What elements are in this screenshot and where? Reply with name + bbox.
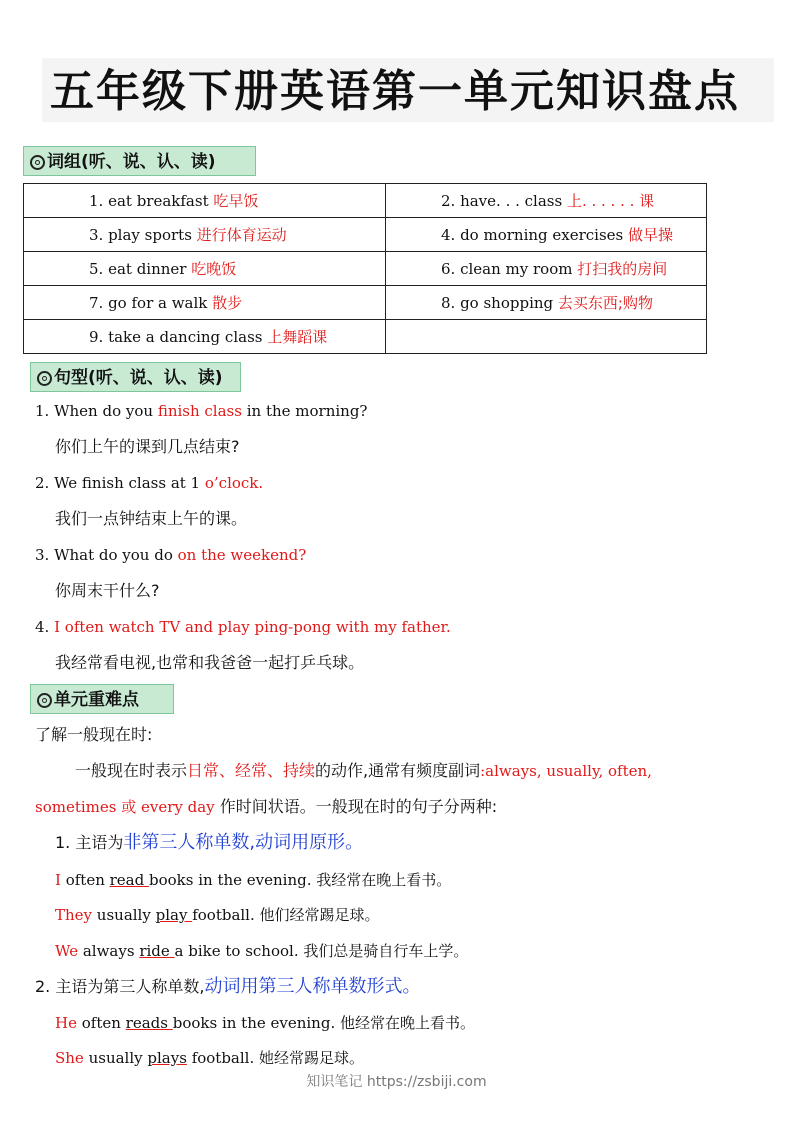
sentence-cn: 我们一点钟结束上午的课。 — [55, 509, 248, 528]
table-cell-empty — [386, 320, 707, 354]
keypoints-para-2: sometimes 或 every day 作时间状语。一般现在时的句子分两种: — [35, 797, 498, 816]
table-cell: 9. take a dancing class 上舞蹈课 — [24, 320, 386, 354]
table-cell: 5. eat dinner 吃晚饭 — [24, 252, 386, 286]
table-cell: 8. go shopping 去买东西;购物 — [386, 286, 707, 320]
footer-watermark: 知识笔记 https://zsbiji.com — [306, 1074, 487, 1090]
table-row — [24, 252, 707, 286]
phrases-table — [23, 183, 707, 354]
sentence-cn: 你周末干什么? — [55, 581, 160, 600]
table-row — [24, 184, 707, 218]
table-cell: 6. clean my room 打扫我的房间 — [386, 252, 707, 286]
example-sentence: He often reads books in the evening. 他经常在晚上看书。 — [55, 1014, 475, 1032]
table-cell: 2. have. . . class 上. . . . . . 课 — [386, 184, 707, 218]
sentence-cn: 我经常看电视,也常和我爸爸一起打乒乓球。 — [55, 653, 365, 672]
table-row — [24, 218, 707, 252]
table-cell: 3. play sports 进行体育运动 — [24, 218, 386, 252]
sentence-en: 3. What do you do on the weekend? — [35, 546, 307, 564]
section-header-sentences: 句型(听、说、认、读) — [30, 362, 241, 392]
table-cell: 7. go for a walk 散步 — [24, 286, 386, 320]
keypoints-para-1: 一般现在时表示日常、经常、持续的动作,通常有频度副词:always, usually, often, — [75, 761, 652, 780]
keypoints-intro: 了解一般现在时: — [35, 725, 153, 744]
sentence-en: 2. We finish class at 1 o’clock. — [35, 474, 264, 492]
rule-1: 1. 主语为非第三人称单数,动词用原形。 — [55, 832, 364, 853]
table-cell: 1. eat breakfast 吃早饭 — [24, 184, 386, 218]
sentence-en: 1. When do you finish class in the morning? — [35, 402, 368, 420]
table-row — [24, 286, 707, 320]
section-header-phrases: 词组(听、说、认、读) — [23, 146, 256, 176]
table-row — [24, 320, 707, 354]
target-icon — [37, 693, 52, 708]
example-sentence: We always ride a bike to school. 我们总是骑自行车上学。 — [55, 942, 469, 960]
page-title: 五年级下册英语第一单元知识盘点 — [50, 66, 740, 117]
table-cell: 4. do morning exercises 做早操 — [386, 218, 707, 252]
section-header-keypoints: 单元重难点 — [30, 684, 174, 714]
sentence-cn: 你们上午的课到几点结束? — [55, 437, 240, 456]
example-sentence: I often read books in the evening. 我经常在晚上看书。 — [55, 871, 452, 889]
example-sentence: She usually plays football. 她经常踢足球。 — [55, 1049, 365, 1067]
rule-2: 2. 主语为第三人称单数,动词用第三人称单数形式。 — [35, 976, 421, 997]
target-icon — [37, 371, 52, 386]
target-icon — [30, 155, 45, 170]
example-sentence: They usually play football. 他们经常踢足球。 — [55, 906, 380, 924]
sentence-en: 4. I often watch TV and play ping-pong with my father. — [35, 618, 451, 636]
